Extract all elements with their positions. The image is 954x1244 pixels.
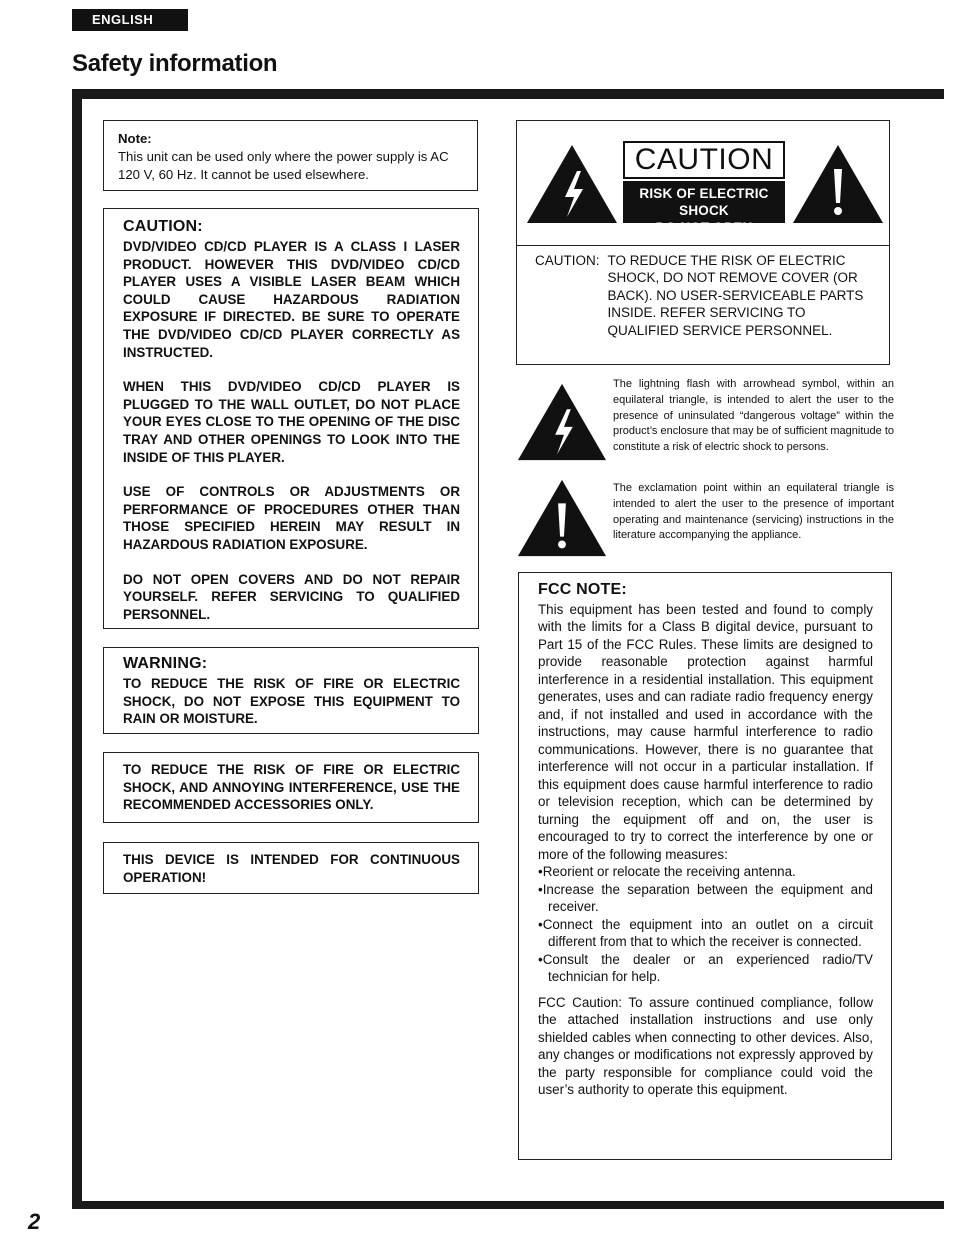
caution-sub-label — [623, 181, 785, 235]
caution-desc-text: TO REDUCE THE RISK OF ELECTRIC SHOCK, DO NOT REMOVE COVER (OR BACK). NO USER-SERVICEABLE PARTS INSIDE. REFER SERVICING TO QUALIFIED SERVICE PERSONNEL. — [607, 253, 864, 338]
caution-label-description — [535, 252, 879, 339]
fcc-bullet: •Increase the separation between the equipment and receiver. — [538, 881, 873, 914]
lightning-triangle-icon — [516, 381, 608, 463]
warning-heading: WARNING: — [123, 655, 208, 672]
caution-box — [103, 208, 479, 629]
language-tab: ENGLISH — [72, 9, 188, 31]
page-number: 2 — [28, 1209, 41, 1234]
caution-paragraph: DO NOT OPEN COVERS AND DO NOT REPAIR YOURSELF. REFER SERVICING TO QUALIFIED PERSONNEL. — [123, 571, 460, 622]
caution-desc-label: CAUTION: — [535, 253, 600, 268]
fcc-bullet: •Connect the equipment into an outlet on a circuit different from that to which the receiver is connected. — [538, 916, 873, 949]
lightning-warning-icon — [525, 143, 619, 225]
fcc-spacer — [538, 986, 873, 994]
page-title: Safety information — [72, 50, 278, 77]
continuous-operation-text: THIS DEVICE IS INTENDED FOR CONTINUOUS OPERATION! — [123, 852, 460, 885]
note-box — [103, 120, 478, 191]
lightning-symbol-text: The lightning flash with arrowhead symbol, within an equilateral triangle, is intended to alert the user to the presence of uninsulated “dangerous voltage” within the product’s enclosure that may be of sufficient magnitude to constitute a risk of electric shock to persons. — [613, 378, 894, 454]
caution-label-box — [516, 120, 890, 365]
fcc-bullet: •Consult the dealer or an experienced radio/TV technician for help. — [538, 951, 873, 984]
page-frame-top — [72, 89, 944, 99]
exclamation-symbol-text: The exclamation point within an equilateral triangle is intended to alert the user to the presence of important operating and maintenance (servicing) instructions in the literature accompanying the appliance. — [613, 482, 894, 542]
fcc-heading: FCC NOTE: — [538, 581, 627, 598]
fcc-note-box — [518, 572, 892, 1160]
page-frame-bottom — [72, 1201, 944, 1209]
caution-paragraph: WHEN THIS DVD/VIDEO CD/CD PLAYER IS PLUGGED TO THE WALL OUTLET, DO NOT PLACE YOUR EYES CLOSE TO THE OPENING OF THE DISC TRAY AND OTHER OPENINGS TO LOOK INTO THE INSIDE OF THIS PLAYER. — [123, 379, 460, 465]
caution-sub-line: DO NOT OPEN — [655, 220, 753, 235]
continuous-operation-box — [103, 842, 479, 894]
caution-paragraph: USE OF CONTROLS OR ADJUSTMENTS OR PERFORMANCE OF PROCEDURES OTHER THAN THOSE SPECIFIED HEREIN MAY RESULT IN HAZARDOUS RADIATION EXPOSURE. — [123, 484, 460, 552]
warning-box — [103, 647, 479, 734]
fcc-intro: This equipment has been tested and found to comply with the limits for a Class B digital device, pursuant to Part 15 of the FCC Rules. These limits are designed to provide reasonable protection against harmful interference in a residential installation. This equipment generates, uses and can radiate radio frequency energy and, if not installed and used in accordance with the instructions, may cause harmful interference to radio communications. However, there is no guarantee that interference will not occur in a particular installation. If this equipment does cause harmful interference to radio or television reception, which can be determined by turning the equipment off and on, the user is encouraged to try to correct the interference by one or more of the following measures: — [538, 601, 873, 862]
caution-label-graphic — [517, 121, 889, 246]
caution-sub-line: RISK OF ELECTRIC SHOCK — [639, 186, 769, 218]
caution-paragraph: DVD/VIDEO CD/CD PLAYER IS A CLASS I LASER PRODUCT. HOWEVER THIS DVD/VIDEO CD/CD PLAYER USES A VISIBLE LASER BEAM WHICH COULD CAUSE HAZARDOUS RADIATION EXPOSURE IF DIRECTED. BE SURE TO OPERATE THE DVD/VIDEO CD/CD PLAYER CORRECTLY AS INSTRUCTED. — [123, 239, 460, 360]
lightning-symbol-row — [516, 377, 894, 467]
note-text: This unit can be used only where the power supply is AC 120 V, 60 Hz. It cannot be used elsewhere. — [118, 149, 449, 182]
page-frame-left — [72, 89, 82, 1209]
note-heading: Note: — [118, 131, 152, 146]
accessories-box — [103, 752, 479, 823]
exclamation-triangle-icon — [516, 477, 608, 559]
caution-heading: CAUTION: — [123, 218, 203, 235]
exclamation-warning-icon — [791, 143, 885, 225]
accessories-text: TO REDUCE THE RISK OF FIRE OR ELECTRIC SHOCK, AND ANNOYING INTERFERENCE, USE THE RECOMMENDED ACCESSORIES ONLY. — [123, 762, 460, 813]
exclamation-symbol-row — [516, 481, 894, 561]
caution-word: CAUTION — [623, 141, 785, 179]
fcc-caution: FCC Caution: To assure continued compliance, follow the attached installation instructions and use only shielded cables when connecting to other devices. Also, any changes or modifications not expressly approved by the party responsible for compliance could void the user’s authority to operate this equipment. — [538, 994, 873, 1097]
warning-text: TO REDUCE THE RISK OF FIRE OR ELECTRIC SHOCK, DO NOT EXPOSE THIS EQUIPMENT TO RAIN OR MOISTURE. — [123, 676, 460, 727]
fcc-bullet: •Reorient or relocate the receiving antenna. — [538, 864, 796, 879]
